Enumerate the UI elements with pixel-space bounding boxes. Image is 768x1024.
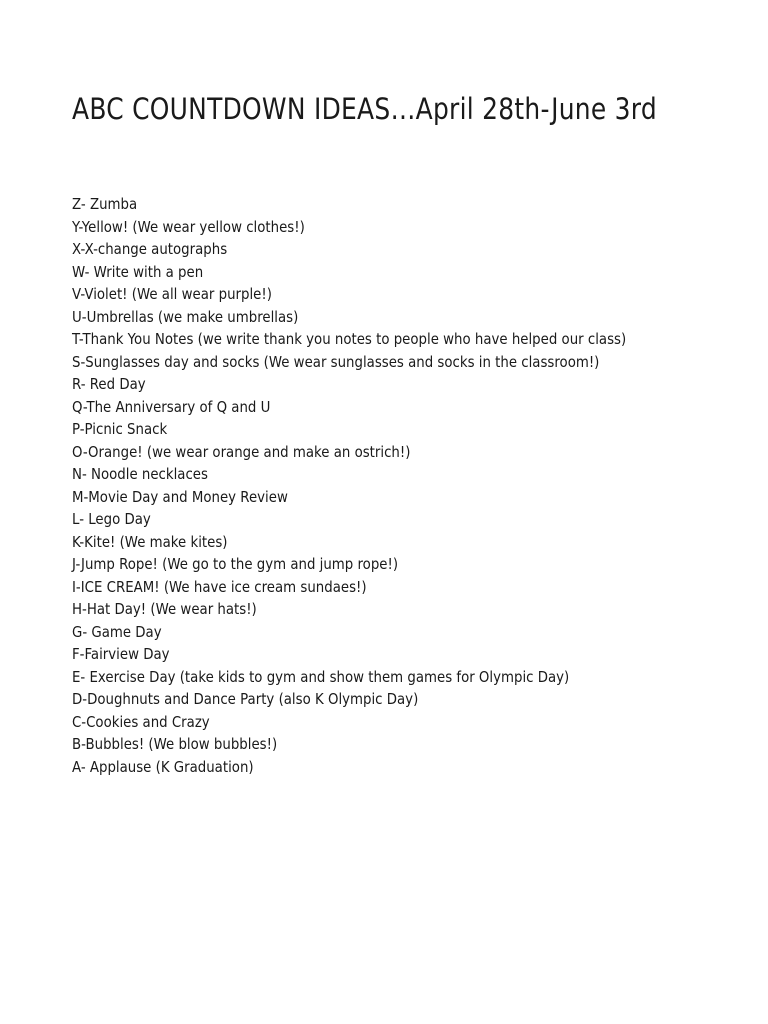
list-item: J-Jump Rope! (We go to the gym and jump rope!) [72, 555, 399, 573]
list-item: R- Red Day [72, 375, 146, 393]
list-item: H-Hat Day! (We wear hats!) [72, 600, 257, 618]
list-item: V-Violet! (We all wear purple!) [72, 285, 272, 303]
list-item: M-Movie Day and Money Review [72, 487, 288, 506]
list-item: B-Bubbles! (We blow bubbles!) [72, 735, 278, 753]
list-item: X-X-change autographs [72, 240, 228, 258]
list-item: F-Fairview Day [72, 645, 170, 663]
list-item: A- Applause (K Graduation) [72, 757, 254, 776]
list-item: U-Umbrellas (we make umbrellas) [72, 307, 299, 326]
list-item: I-ICE CREAM! (We have ice cream sundaes!) [72, 577, 367, 596]
list-item: Q-The Anniversary of Q and U [72, 397, 271, 416]
document-title: ABC COUNTDOWN IDEAS…April 28th-June 3rd [72, 92, 657, 126]
list-item: P-Picnic Snack [72, 420, 168, 438]
list-item: Y-Yellow! (We wear yellow clothes!) [72, 217, 305, 236]
list-item: D-Doughnuts and Dance Party (also K Olympic Day) [72, 690, 419, 708]
countdown-list [72, 193, 716, 778]
list-item: Z- Zumba [72, 195, 138, 213]
list-item: K-Kite! (We make kites) [72, 532, 228, 551]
list-item: L- Lego Day [72, 510, 151, 528]
list-item: T-Thank You Notes (we write thank you notes to people who have helped our class) [72, 330, 627, 348]
list-item: O-Orange! (we wear orange and make an ostrich!) [72, 442, 411, 461]
list-item: G- Game Day [72, 622, 162, 641]
list-item: S-Sunglasses day and socks (We wear sunglasses and socks in the classroom!) [72, 352, 600, 371]
list-item: E- Exercise Day (take kids to gym and show them games for Olympic Day) [72, 667, 570, 686]
list-item: C-Cookies and Crazy [72, 712, 210, 731]
list-item: W- Write with a pen [72, 262, 204, 281]
list-item: N- Noodle necklaces [72, 465, 208, 483]
